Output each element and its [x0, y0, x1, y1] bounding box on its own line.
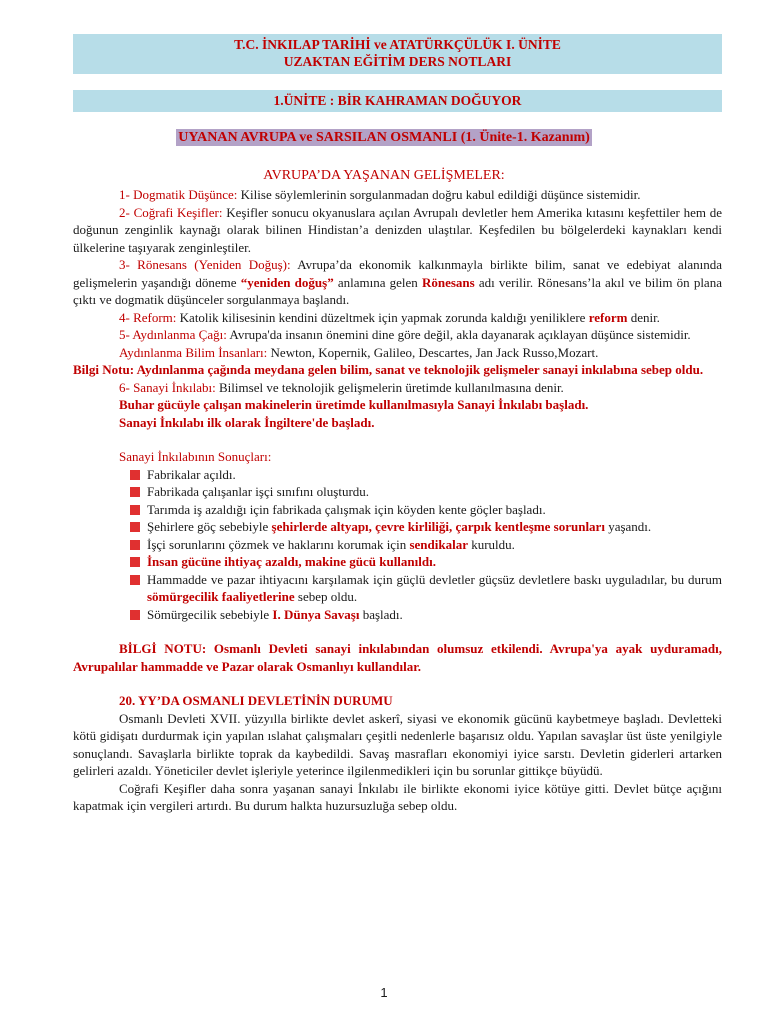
term-label: 4- Reform:: [119, 309, 177, 325]
spacer: [73, 431, 722, 448]
bullet-square-icon: [130, 487, 140, 497]
list-item: Hammadde ve pazar ihtiyacını karşılamak için güçlü devletler güçsüz devletlere baskı uyguladılar, bu durum sömürgecilik faaliyetlerine sebep oldu.: [73, 571, 722, 606]
lesson-subtitle-row: [0, 128, 768, 147]
term-text: denir.: [627, 309, 660, 325]
list-item: Fabrikalar açıldı.: [73, 466, 722, 484]
term-text: Katolik kilisesinin kendini düzeltmek için yapmak zorunda kaldığı yeniliklere: [176, 309, 589, 325]
spacer: [73, 623, 722, 640]
results-title: Sanayi İnkılabının Sonuçları:: [119, 449, 272, 464]
list-item: Şehirlere göç sebebiyle şehirlerde altyapı, çevre kirliliği, çarpık kentleşme sorunları yaşandı.: [73, 518, 722, 536]
paragraph-discoveries: [73, 204, 722, 257]
paragraph-enlightenment: [73, 326, 722, 344]
paragraph-renaissance: [73, 256, 722, 309]
term-label: 6- Sanayi İnkılabı:: [119, 379, 216, 395]
term-label: 2- Coğrafi Keşifler:: [119, 204, 223, 220]
term-label: Aydınlanma Bilim İnsanları:: [119, 344, 268, 360]
paragraph-scientists: [73, 344, 722, 362]
term-text: anlamına gelen: [333, 274, 422, 290]
list-item: Sömürgecilik sebebiyle I. Dünya Savaşı başladı.: [73, 606, 722, 624]
info-note-2: BİLGİ NOTU: Osmanlı Devleti sanayi inkılabından olumsuz etkilendi. Avrupa'ya ayak uyduramadı, Avrupalılar hammadde ve Pazar olarak Osmanlıyı kullandılar.: [73, 641, 722, 674]
bullet-square-icon: [130, 470, 140, 480]
paragraph-reform: [73, 309, 722, 327]
spacer: [73, 675, 722, 692]
highlight-text: reform: [588, 309, 628, 325]
unit-title: 1.ÜNİTE : BİR KAHRAMAN DOĞUYOR: [273, 93, 522, 108]
list-item: İşçi sorunlarını çözmek ve haklarını korumak için sendikalar kuruldu.: [73, 536, 722, 554]
bullet-square-icon: [130, 610, 140, 620]
ottoman-paragraph-1: Osmanlı Devleti XVII. yüzyılla birlikte devlet askerî, siyasi ve ekonomik gücünü kaybetmeye başladı. Devletteki kötü gidişatı durdurmak için yapılan ıslahat çalışmaları çeşitli nedenlerle başarısız oldu. Yapılan savaşlar üst üste yenilgiyle sonuçlandı. Savaşlarla birlikte toprak da kaybedildi. Savaş masrafları ekonomiyi iyice sarstı. Devletin giderleri artarken gelirleri azaldı. Yöneticiler devlet işleriyle yeterince ilgilenmedikleri için bu sorunlar gittikçe büyüdü.: [73, 710, 722, 778]
term-text: adı verilir. Rönesans’la akıl ve bilim ön plana çıktı ve dogmatik düşünceler sorgulanmaya başlandı.: [73, 274, 722, 307]
term-text: Newton, Kopernik, Galileo, Descartes, Jan Jack Russo,Mozart.: [267, 344, 599, 360]
bullet-square-icon: [130, 540, 140, 550]
list-item: Fabrikada çalışanlar işçi sınıfını oluşturdu.: [73, 483, 722, 501]
ottoman-paragraph-2: Coğrafi Keşifler daha sonra yaşanan sanayi İnkılabı ile birlikte ekonomi iyice kötüye gitti. Devlet bütçe açığını kapatmak için vergileri artırdı. Bu durum halkta huzursuzluğa sebep oldu.: [73, 780, 722, 813]
industrial-note-england: Sanayi İnkılabı ilk olarak İngiltere'de başladı.: [119, 414, 375, 430]
ottoman-section-title: 20. YY’DA OSMANLI DEVLETİNİN DURUMU: [119, 693, 393, 708]
bullet-square-icon: [130, 557, 140, 567]
term-label: 1- Dogmatik Düşünce:: [119, 187, 238, 202]
unit-title-box: [73, 90, 722, 112]
paragraph-dogmatic: [73, 186, 722, 204]
list-item: İnsan gücüne ihtiyaç azaldı, makine gücü kullanıldı.: [73, 553, 722, 571]
term-text: Kilise söylemlerinin sorgulanmadan doğru kabul edildiği düşünce sistemidir.: [237, 187, 641, 202]
lesson-subtitle: UYANAN AVRUPA ve SARSILAN OSMANLI (1. Ünite-1. Kazanım): [178, 130, 590, 145]
term-text: Keşifler sonucu okyanuslara açılan Avrupalı devletler hem Amerika kıtasını keşfettiler hem de doğunun zenginlik kaynağı olarak bilinen Hindistan’a denizden ulaştılar. Keşfedilen bu bölgelerdeki kaynakları kendi ülkelerine taşıyarak zenginleştiler.: [73, 204, 723, 255]
paragraph-industrial-revolution: [73, 379, 722, 397]
list-item: Tarımda iş azaldığı için fabrikada çalışmak için köyden kente göçler başladı.: [73, 501, 722, 519]
document-body: [73, 186, 722, 815]
section-title: AVRUPA’DA YAŞANAN GELİŞMELER:: [263, 168, 505, 183]
highlight-text: Rönesans: [421, 274, 475, 290]
header-line-2: UZAKTAN EĞİTİM DERS NOTLARI: [283, 54, 512, 69]
page-number: 1: [380, 985, 388, 1000]
term-text: Bilimsel ve teknolojik gelişmelerin üretimde kullanılmasına denir.: [215, 379, 564, 395]
info-note-1: Bilgi Notu: Aydınlanma çağında meydana gelen bilim, sanat ve teknolojik gelişmeler sanayi inkılabına sebep oldu.: [73, 362, 704, 377]
industrial-note-steam: Buhar gücüyle çalışan makinelerin üretimde kullanılmasıyla Sanayi İnkılabı başladı.: [119, 397, 589, 412]
document-header-box: [73, 34, 722, 74]
term-label: 5- Aydınlanma Çağı:: [119, 327, 227, 342]
bullet-square-icon: [130, 505, 140, 515]
term-text: Avrupa’da ekonomik kalkınmayla birlikte bilim, sanat ve edebiyat alanında gelişmelerin yaşandığı döneme: [73, 257, 722, 290]
bullet-square-icon: [130, 522, 140, 532]
term-label: 3- Rönesans (Yeniden Doğuş):: [119, 257, 291, 272]
bullet-square-icon: [130, 575, 140, 585]
highlight-text: “yeniden doğuş”: [240, 274, 334, 290]
term-text: Avrupa'da insanın önemini dine göre değil, akla dayanarak açıklayan düşünce sistemidir.: [226, 327, 691, 342]
header-line-1: T.C. İNKILAP TARİHİ ve ATATÜRKÇÜLÜK I. ÜNİTE: [234, 37, 561, 52]
results-list: [73, 466, 722, 624]
